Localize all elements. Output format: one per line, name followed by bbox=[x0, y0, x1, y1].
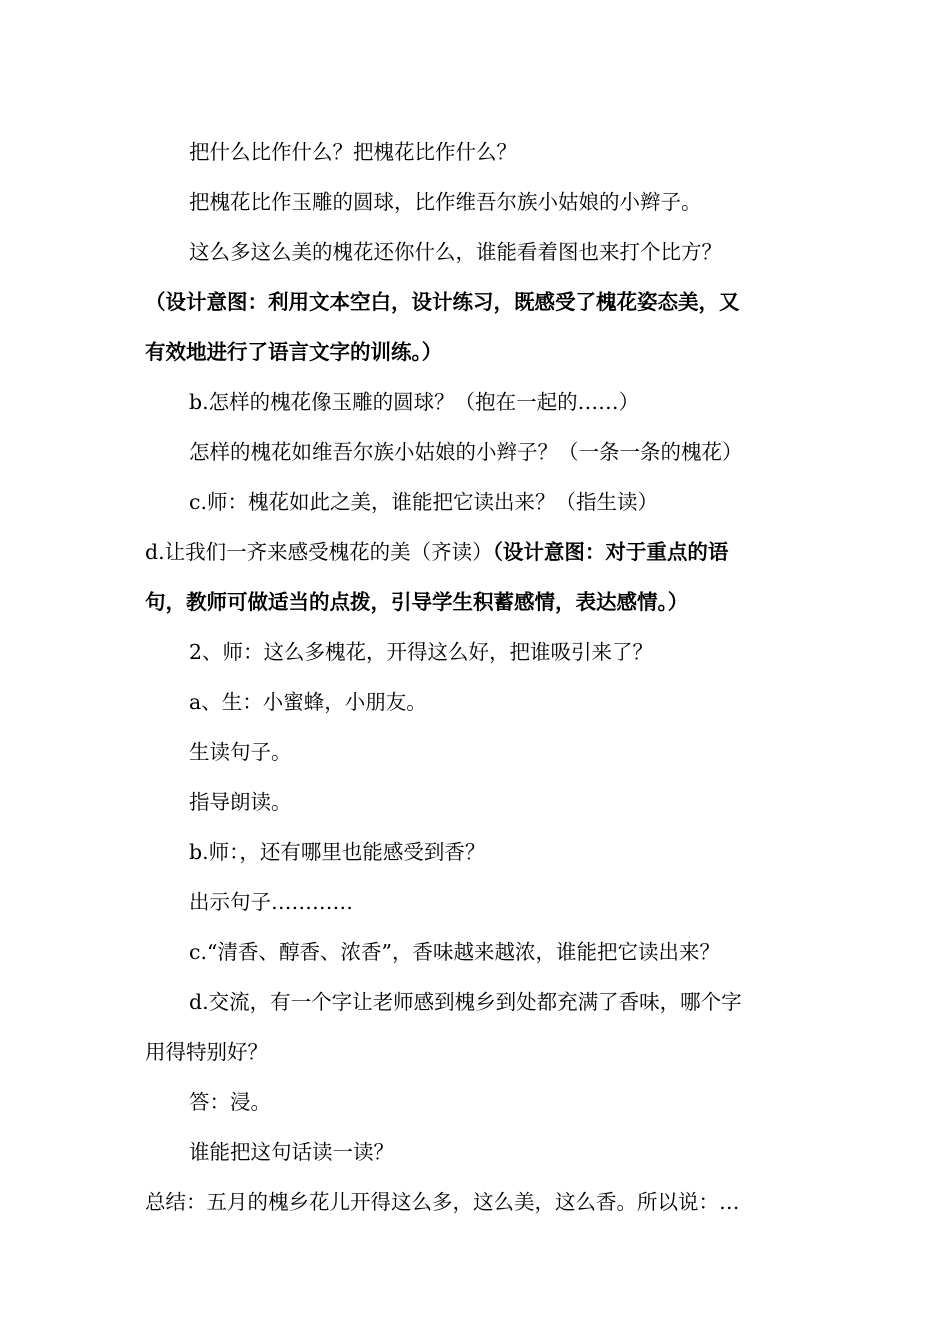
paragraph-braids: 怎样的槐花如维吾尔族小姑娘的小辫子？（一条一条的槐花） bbox=[189, 440, 743, 464]
paragraph-guided-reading: 指导朗读。 bbox=[189, 790, 292, 814]
paragraph-student-reads: 生读句子。 bbox=[189, 740, 292, 764]
paragraph-prompt-compare: 这么多这么美的槐花还你什么，谁能看着图也来打个比方？ bbox=[189, 240, 722, 264]
read-together-text: d.让我们一齐来感受槐花的美（齐读） bbox=[145, 540, 493, 564]
paragraph-a-bees: a、生：小蜜蜂，小朋友。 bbox=[189, 690, 427, 714]
paragraph-c-read-aloud: c.师：槐花如此之美，谁能把它读出来？（指生读） bbox=[189, 490, 658, 514]
paragraph-b-jade-ball: b.怎样的槐花像玉雕的圆球？（抱在一起的……） bbox=[189, 390, 640, 414]
design-intent-key-sentences: （设计意图：对于重点的语 bbox=[492, 540, 729, 564]
paragraph-question-metaphor: 把什么比作什么？把槐花比作什么？ bbox=[189, 140, 517, 164]
design-intent-line-2: 有效地进行了语言文字的训练。） bbox=[145, 340, 443, 364]
paragraph-2-attracted: 2、师：这么多槐花，开得这么好，把谁吸引来了？ bbox=[189, 640, 654, 664]
paragraph-show-sentence: 出示句子………… bbox=[189, 890, 353, 914]
paragraph-b-fragrance: b.师：，还有哪里也能感受到香？ bbox=[189, 840, 486, 864]
paragraph-d-discussion: d.交流，有一个字让老师感到槐乡到处都充满了香味，哪个字 bbox=[189, 990, 742, 1014]
paragraph-answer-soak: 答：浸。 bbox=[189, 1090, 271, 1114]
paragraph-c-fragrances: c.“清香、醇香、浓香”，香味越来越浓，谁能把它读出来？ bbox=[189, 940, 720, 964]
paragraph-d-discussion-cont: 用得特别好？ bbox=[145, 1040, 268, 1064]
paragraph-d-read-together bbox=[145, 538, 810, 566]
design-intent-line-1: （设计意图：利用文本空白，设计练习，既感受了槐花姿态美，又 bbox=[145, 290, 740, 314]
paragraph-summary: 总结：五月的槐乡花儿开得这么多，这么美，这么香。所以说：… bbox=[145, 1190, 740, 1214]
paragraph-read-sentence: 谁能把这句话读一读？ bbox=[189, 1140, 394, 1164]
design-intent-line-3: 句，教师可做适当的点拨，引导学生积蓄感情，表达感情。） bbox=[145, 590, 689, 614]
paragraph-answer-metaphor: 把槐花比作玉雕的圆球，比作维吾尔族小姑娘的小辫子。 bbox=[189, 190, 702, 214]
